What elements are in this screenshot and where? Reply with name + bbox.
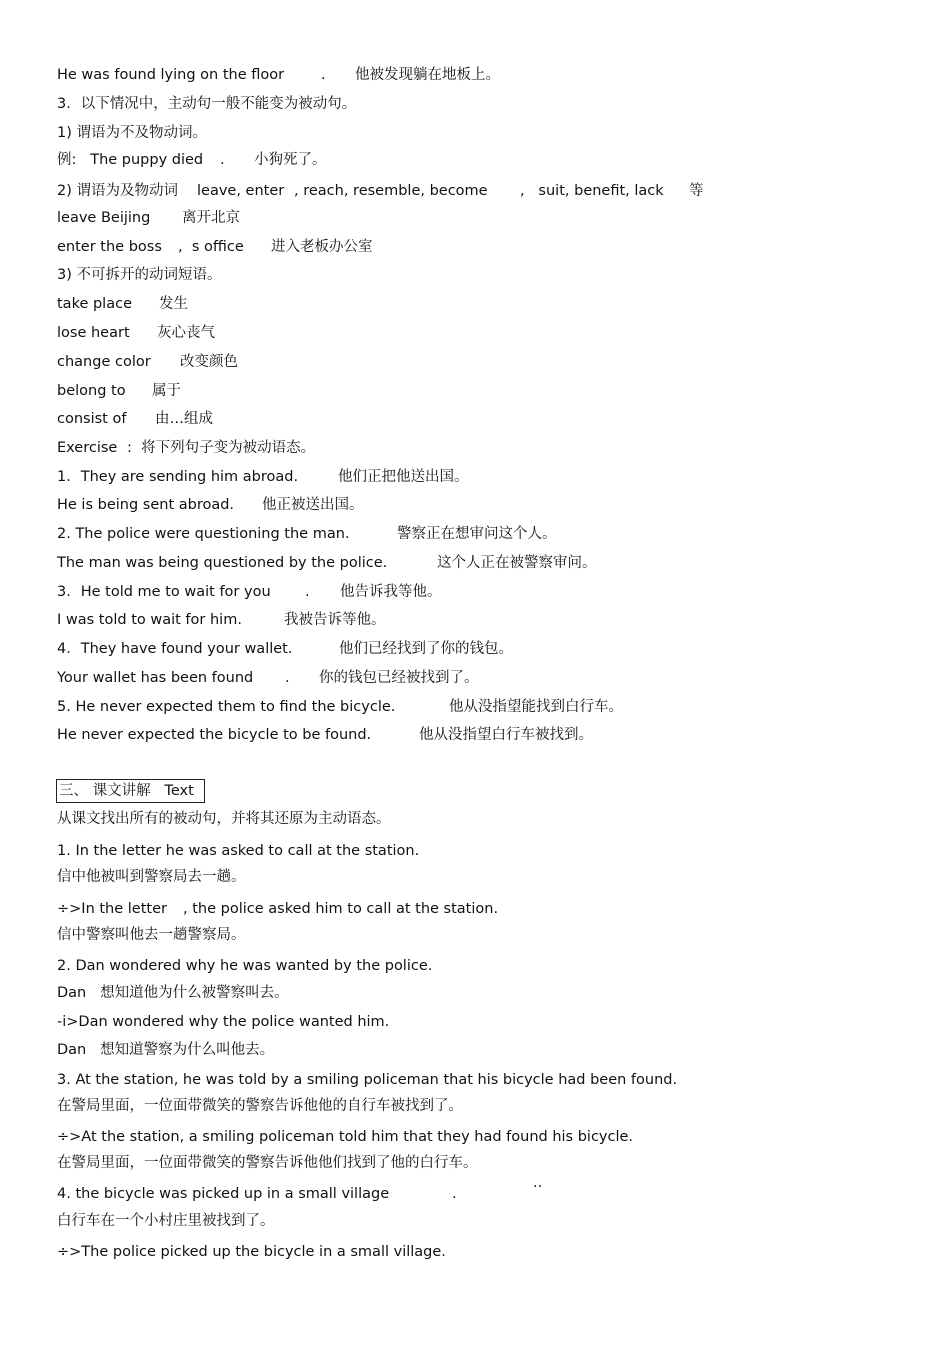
- text-line: , s office: [178, 239, 244, 255]
- text-line: enter the boss: [57, 239, 162, 255]
- text-line: leave Beijing: [57, 210, 151, 226]
- text-line: 2) 谓语为及物动词: [57, 183, 178, 199]
- text-line: belong to: [57, 383, 126, 399]
- text-line: 在警局里面，一位面带微笑的警察告诉他他的自行车被找到了。: [57, 1098, 463, 1114]
- text-line: 进入老板办公室: [271, 239, 373, 255]
- text-line: , suit, benefit, lack: [520, 183, 664, 199]
- text-line: ÷>In the letter: [57, 901, 167, 917]
- text-line: 3．以下情况中，主动句一般不能变为被动句。: [57, 96, 357, 112]
- text-line: lose heart: [57, 325, 130, 341]
- text-line: 信中他被叫到警察局去一趟。: [57, 869, 246, 885]
- section-heading: 三、 课文讲解 Text: [59, 783, 194, 799]
- text-line: Exercise: [57, 440, 118, 456]
- text-line: -i>Dan wondered why the police wanted him.: [57, 1014, 390, 1030]
- text-line: 发生: [159, 296, 188, 312]
- text-line: 从课文找出所有的被动句，并将其还原为主动语态。: [57, 811, 391, 827]
- text-line: 1．They are sending him abroad.: [57, 469, 299, 485]
- text-line: : 将下列句子变为被动语态。: [127, 440, 316, 456]
- text-line: , the police asked him to call at the station.: [183, 901, 499, 917]
- text-line: 2. The police were questioning the man.: [57, 526, 350, 542]
- text-line: 他正被送出国。: [262, 497, 364, 513]
- text-line: 你的钱包已经被找到了。: [319, 670, 479, 686]
- text-line: 离开北京: [182, 210, 240, 226]
- text-line: 2. Dan wondered why he was wanted by the police.: [57, 958, 433, 974]
- text-line: 3. At the station, he was told by a smiling policeman that his bicycle had been found.: [57, 1072, 678, 1088]
- text-line: 1) 谓语为不及物动词。: [57, 125, 207, 141]
- text-line: change color: [57, 354, 151, 370]
- text-line: .: [452, 1186, 457, 1202]
- text-line: ÷>The police picked up the bicycle in a small village.: [57, 1244, 446, 1260]
- text-line: ··: [533, 1179, 543, 1195]
- text-line: The man was being questioned by the police.: [57, 555, 388, 571]
- text-line: Dan 想知道他为什么被警察叫去。: [57, 985, 289, 1001]
- text-line: 例: The puppy died: [57, 152, 204, 168]
- text-line: 在警局里面，一位面带微笑的警察告诉他他们找到了他的白行车。: [57, 1155, 478, 1171]
- text-line: 他告诉我等他。: [340, 584, 442, 600]
- text-line: 他从没指望能找到白行车。: [449, 699, 623, 715]
- text-line: 5. He never expected them to find the bicycle.: [57, 699, 396, 715]
- text-line: 信中警察叫他去一趟警察局。: [57, 927, 246, 943]
- text-line: 4．They have found your wallet.: [57, 641, 293, 657]
- text-line: 这个人正在被警察审问。: [437, 555, 597, 571]
- text-line: 灰心丧气: [157, 325, 215, 341]
- text-line: 他们已经找到了你的钱包。: [339, 641, 513, 657]
- text-line: He is being sent abroad.: [57, 497, 235, 513]
- text-line: 1. In the letter he was asked to call at the station.: [57, 843, 420, 859]
- text-line: .: [305, 584, 310, 600]
- text-line: 等: [689, 183, 704, 199]
- text-line: take place: [57, 296, 132, 312]
- text-line: 3) 不可拆开的动词短语。: [57, 267, 222, 283]
- text-line: 属于: [152, 383, 181, 399]
- text-line: 4. the bicycle was picked up in a small village: [57, 1186, 390, 1202]
- text-line: ÷>At the station, a smiling policeman told him that they had found his bicycle.: [57, 1129, 634, 1145]
- text-line: 由…组成: [155, 411, 213, 427]
- text-line: leave, enter: [197, 183, 285, 199]
- text-line: .: [220, 152, 225, 168]
- text-line: 白行车在一个小村庄里被找到了。: [57, 1213, 275, 1229]
- text-line: Dan 想知道警察为什么叫他去。: [57, 1042, 275, 1058]
- text-line: 他们正把他送出国。: [338, 469, 469, 485]
- text-line: 警察正在想审问这个人。: [397, 526, 557, 542]
- text-line: .: [321, 67, 326, 83]
- text-line: , reach, resemble, become: [294, 183, 488, 199]
- text-line: 小狗死了。: [254, 152, 327, 168]
- text-line: He never expected the bicycle to be found.: [57, 727, 372, 743]
- text-line: 他被发现躺在地板上。: [355, 67, 500, 83]
- text-line: Your wallet has been found: [57, 670, 254, 686]
- text-line: He was found lying on the floor: [57, 67, 285, 83]
- text-line: I was told to wait for him.: [57, 612, 242, 628]
- text-line: .: [285, 670, 290, 686]
- text-line: 改变颜色: [180, 354, 238, 370]
- text-line: 3．He told me to wait for you: [57, 584, 271, 600]
- text-line: 他从没指望白行车被找到。: [419, 727, 593, 743]
- text-line: consist of: [57, 411, 127, 427]
- text-line: 我被告诉等他。: [284, 612, 386, 628]
